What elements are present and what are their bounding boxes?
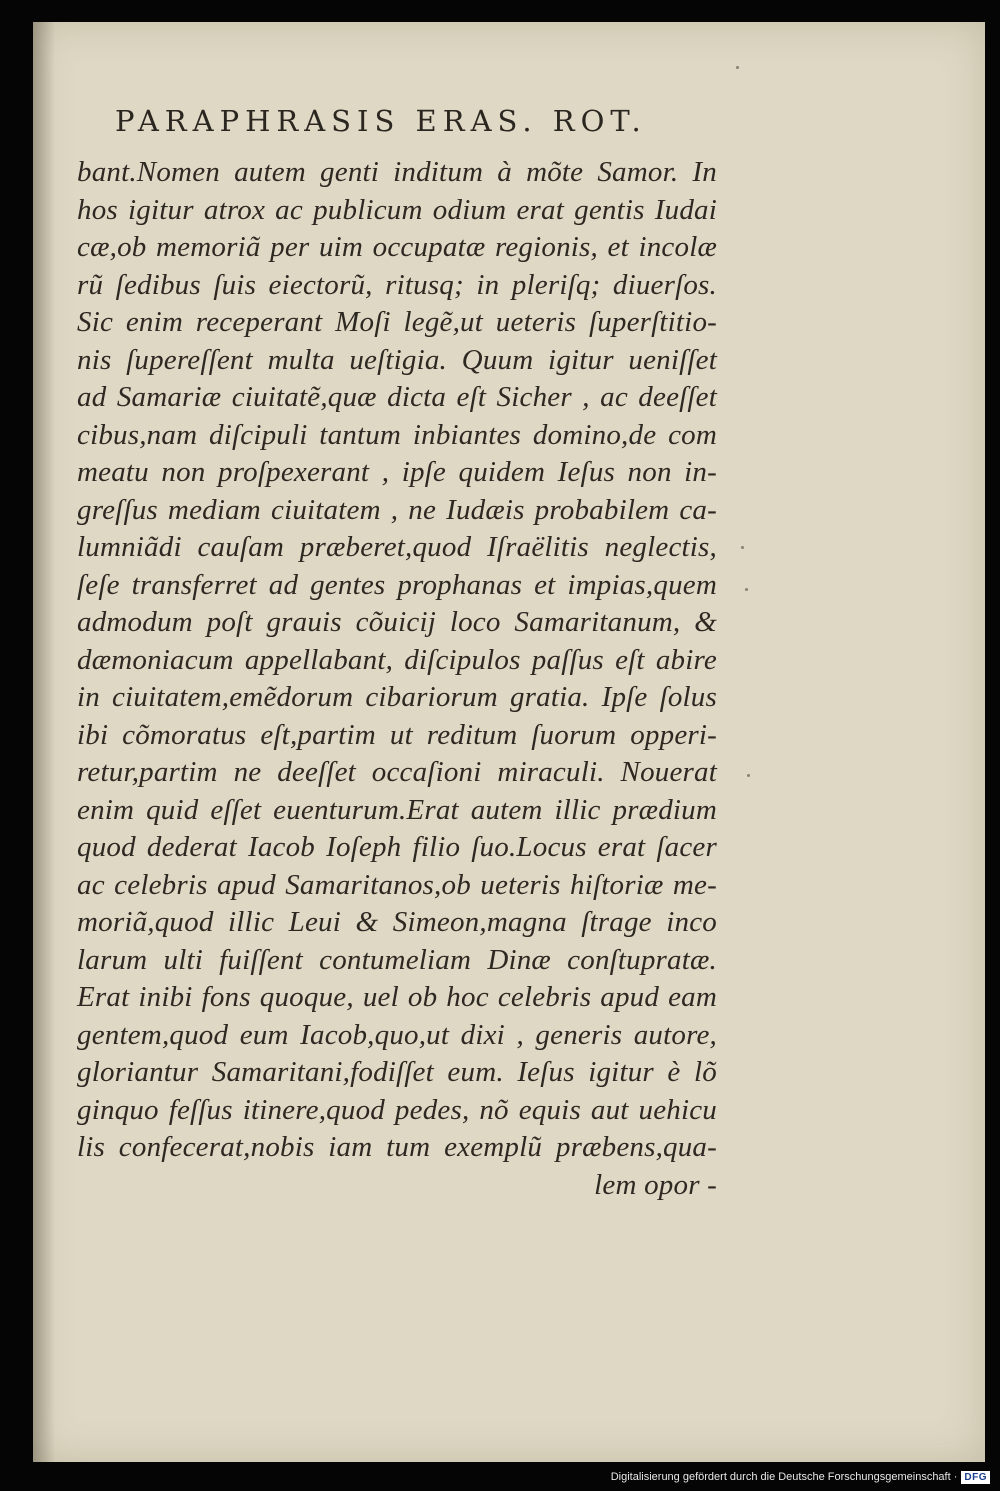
text-line: ginquo feſſus itinere,quod pedes, nõ equis aut uehicu (77, 1093, 717, 1126)
text-line: greſſus mediam ciuitatem , ne Iudæis probabilem ca- (77, 493, 717, 526)
text-line: gentem,quod eum Iacob,quo,ut dixi , generis autore, (77, 1018, 717, 1051)
text-line: ſeſe transferret ad gentes prophanas et impias,quem (77, 568, 717, 601)
funding-credit-text: Digitalisierung gefördert durch die Deutsche Forschungsgemeinschaft · (610, 1471, 958, 1483)
paper-speck (741, 546, 744, 549)
text-line: gloriantur Samaritani,fodiſſet eum. Ieſus igitur è lõ (77, 1056, 717, 1088)
text-line: lumniãdi cauſam præberet,quod Iſraëlitis neglectis, (77, 531, 717, 563)
text-line: enim quid eſſet euenturum.Erat autem illic prædium (77, 793, 717, 826)
text-line: cæ,ob memoriã per uim occupatæ regionis, et incolæ (77, 231, 717, 263)
text-line: ad Samariæ ciuitatẽ,quæ dicta eſt Sicher , ac deeſſet (77, 381, 717, 413)
text-line: bant.Nomen autem genti inditum à mõte Samor. In (77, 156, 717, 188)
text-line: in ciuitatem,emẽdorum cibariorum gratia. Ipſe ſolus (77, 681, 717, 713)
text-line: quod dederat Iacob Ioſeph filio ſuo.Locus erat ſacer (77, 831, 717, 863)
dfg-logo: DFG (961, 1471, 990, 1484)
paper-speck (747, 774, 750, 777)
text-line: dæmoniacum appellabant, diſcipulos paſſus eſt abire (77, 643, 717, 676)
text-line: larum ulti fuiſſent contumeliam Dinæ conſtupratæ. (77, 943, 717, 976)
text-line: lem opor - (594, 1168, 717, 1201)
running-head: PARAPHRASIS ERAS. ROT. (115, 104, 647, 138)
paper-speck (736, 66, 739, 69)
text-line: admodum poſt grauis cõuicij loco Samaritanum, & (77, 606, 717, 638)
text-line: hos igitur atrox ac publicum odium erat gentis Iudai (77, 193, 717, 226)
body-text (77, 154, 717, 1204)
text-line: moriã,quod illic Leui & Simeon,magna ſtrage inco (77, 906, 717, 938)
text-line: nis ſupereſſent multa ueſtigia. Quum igitur ueniſſet (77, 343, 717, 376)
text-line: Erat inibi fons quoque, uel ob hoc celebris apud eam (77, 981, 717, 1013)
text-line: Sic enim receperant Moſi legẽ,ut ueteris ſuperſtitio- (77, 306, 717, 338)
text-line: ac celebris apud Samaritanos,ob ueteris hiſtoriæ me- (77, 868, 717, 901)
text-line: rũ ſedibus ſuis eiectorũ, ritusq; in pleriſq; diuerſos. (77, 268, 717, 301)
paper-speck (745, 588, 748, 591)
footer-credit (611, 1468, 990, 1486)
book-page (33, 22, 985, 1462)
text-line: ibi cõmoratus eſt,partim ut reditum ſuorum opperi- (77, 718, 717, 751)
text-line: retur,partim ne deeſſet occaſioni miraculi. Nouerat (77, 756, 717, 788)
text-line: lis confecerat,nobis iam tum exemplũ præbens,qua- (77, 1131, 717, 1163)
text-line: cibus,nam diſcipuli tantum inbiantes domino,de com (77, 418, 717, 451)
text-line: meatu non proſpexerant , ipſe quidem Ieſus non in- (77, 456, 717, 488)
